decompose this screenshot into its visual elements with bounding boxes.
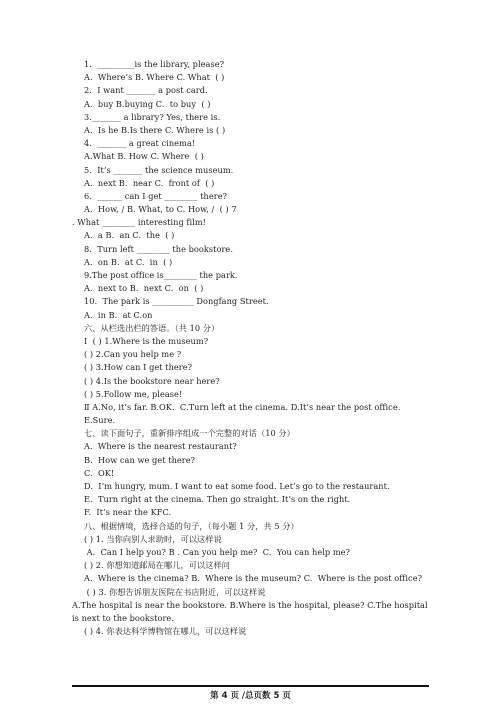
question-7: . What ________ interesting film!	[72, 217, 207, 228]
question-6: 6. ______ can I get ________ there?	[84, 190, 228, 201]
match-item-3: ( ) 3.How can I get there?	[84, 362, 193, 373]
footer-rule	[72, 685, 429, 687]
options-8: A. on B. at C. in ( )	[84, 256, 173, 267]
match-item-4: ( ) 4.Is the bookstore near here?	[84, 375, 220, 386]
options-4: A.What B. How C. Where ( )	[84, 151, 204, 162]
question-8: 8. Turn left ________ the bookstore.	[84, 243, 233, 254]
situation-3-options: A.The hospital is near the bookstore. B.Where is the hospital, please? C.The hospital is next to the bookstore.	[72, 599, 431, 623]
options-5: A. next B. near C. front of ( )	[84, 177, 215, 188]
match-answers: Ⅱ A.No, it’s far. B.OK. C.Turn left at the cinema. D.It’s near the post office. E.Sure.	[84, 401, 404, 426]
options-6: A. How, / B. What, to C. How, / ( ) 7	[84, 204, 237, 215]
worksheet-content	[72, 58, 434, 638]
question-1: 1. _________is the library, please?	[84, 59, 225, 69]
question-3: 3._______ a library? Yes, there is.	[84, 111, 221, 122]
options-10: A. in B. at C.on	[84, 309, 153, 320]
section-6-heading: 六、从栏选出栏的答语。（共 10 分）	[84, 322, 220, 333]
situation-2-options: A. Where is the cinema? B. Where is the museum? C. Where is the post office?	[84, 573, 423, 584]
options-3: A. Is he B.Is there C. Where is ( )	[84, 124, 226, 135]
options-9: A. next to B. next C. on ( )	[84, 283, 204, 294]
question-5: 5. It’s _______ the science museum.	[84, 164, 234, 175]
question-2: 2. I want _______ a post card.	[84, 85, 208, 96]
match-item-1: Ⅰ ( ) 1.Where is the museum?	[84, 335, 209, 346]
page-number: 第 4 页 /总页数 5 页	[210, 691, 291, 701]
question-9: 9.The post office is________ the park.	[84, 270, 238, 280]
situation-2: ( ) 2. 你想知道邮局在哪儿，可以这样问	[84, 560, 230, 571]
section-7-heading: 七、读下面句子，重新排序组成一个完整的对话（10 分）	[84, 428, 295, 439]
match-item-5: ( ) 5.Follow me, please!	[84, 388, 183, 399]
situation-1: ( ) 1. 当你向别人求助时，可以这样说	[84, 533, 222, 544]
situation-1-options: A. Can I help you? B . Can you help me? C. You can help me?	[84, 546, 350, 557]
dialogue-a: A. Where is the nearest restaurant?	[84, 441, 237, 452]
options-1: A. Where’s B. Where C. What ( )	[84, 72, 225, 83]
match-item-2: ( ) 2.Can you help me ?	[84, 349, 182, 360]
options-7: A. a B. an C. the ( )	[84, 230, 175, 241]
dialogue-c: C. OK!	[84, 467, 115, 478]
situation-3: ( ) 3. 你想告诉朋友医院在书店附近，可以这样说	[84, 586, 266, 597]
dialogue-b: B. How can we get there?	[84, 454, 196, 465]
question-4: 4. _______ a great cinema!	[84, 138, 196, 149]
dialogue-e: E. Turn right at the cinema. Then go straight. It’s on the right.	[84, 494, 351, 505]
dialogue-f: F. It’s near the KFC.	[84, 507, 172, 518]
section-8-heading: 八、根据情境，选择合适的句子，（每小题 1 分，共 5 分）	[84, 520, 299, 531]
situation-4: ( ) 4. 你表达科学博物馆在哪儿，可以这样说	[84, 626, 247, 637]
question-10: 10. The park is __________ Dongfang Street.	[84, 296, 269, 307]
page-footer	[72, 685, 429, 705]
dialogue-d: D. I’m hungry, mum. I want to eat some food. Let’s go to the restaurant.	[84, 481, 390, 492]
options-2: A. buy B.buying C. to buy ( )	[84, 98, 211, 109]
